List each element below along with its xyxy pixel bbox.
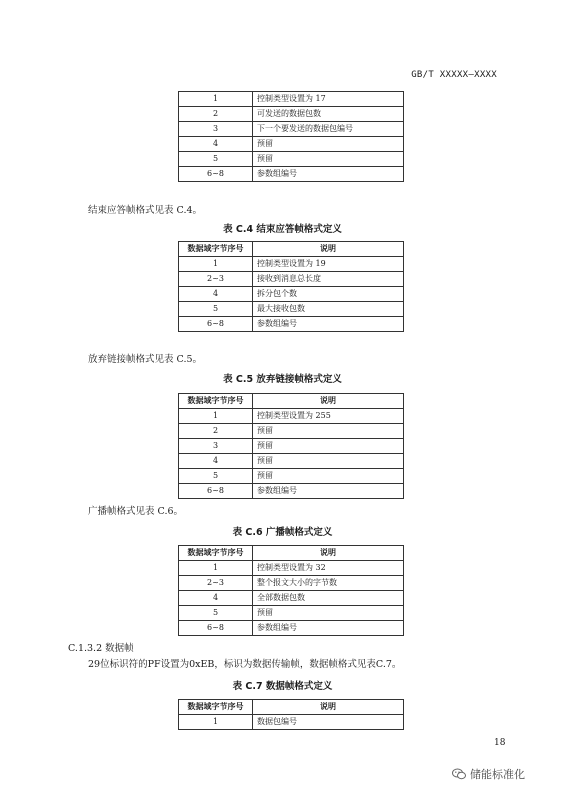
byte-index-cell: 1 <box>179 715 253 730</box>
description-cell: 下一个要发送的数据包编号 <box>253 122 404 137</box>
byte-index-cell: 5 <box>179 606 253 621</box>
description-cell: 预留 <box>253 454 404 469</box>
byte-index-cell: 4 <box>179 454 253 469</box>
column-header-description: 说明 <box>253 700 404 715</box>
table-row <box>179 152 404 167</box>
byte-index-cell: 2 <box>179 424 253 439</box>
description-cell: 参数组编号 <box>253 167 404 182</box>
document-number-header: GB/T XXXXX—XXXX <box>411 70 497 80</box>
column-header-description: 说明 <box>253 242 404 257</box>
page-number: 18 <box>494 738 506 748</box>
description-cell: 控制类型设置为 19 <box>253 257 404 272</box>
byte-index-cell: 5 <box>179 469 253 484</box>
column-header-byte-index: 数据域字节序号 <box>179 546 253 561</box>
description-cell: 全部数据包数 <box>253 591 404 606</box>
table-row <box>179 167 404 182</box>
description-cell: 预留 <box>253 606 404 621</box>
table-row <box>179 287 404 302</box>
table-row <box>179 302 404 317</box>
column-header-description: 说明 <box>253 394 404 409</box>
byte-index-cell: 5 <box>179 152 253 167</box>
byte-index-cell: 6~8 <box>179 484 253 499</box>
description-cell: 参数组编号 <box>253 484 404 499</box>
paragraph-c6-ref: 广播帧格式见表 C.6。 <box>88 506 184 517</box>
description-cell: 预留 <box>253 469 404 484</box>
watermark <box>452 766 525 782</box>
description-cell: 控制类型设置为 255 <box>253 409 404 424</box>
table-row <box>179 591 404 606</box>
table-c5 <box>178 393 404 499</box>
table-row <box>179 257 404 272</box>
table-row <box>179 621 404 636</box>
byte-index-cell: 2~3 <box>179 576 253 591</box>
description-cell: 接收到消息总长度 <box>253 272 404 287</box>
column-header-byte-index: 数据域字节序号 <box>179 394 253 409</box>
byte-index-cell: 3 <box>179 122 253 137</box>
table-row <box>179 439 404 454</box>
byte-index-cell: 1 <box>179 561 253 576</box>
byte-index-cell: 4 <box>179 287 253 302</box>
section-heading-data-frame: C.1.3.2 数据帧 <box>68 643 134 654</box>
table-c4 <box>178 241 404 332</box>
table-c3-continued <box>178 91 404 182</box>
table-c4-caption: 表 C.4 结束应答帧格式定义 <box>223 224 342 235</box>
description-cell: 控制类型设置为 17 <box>253 92 404 107</box>
byte-index-cell: 6~8 <box>179 317 253 332</box>
table-c6-caption: 表 C.6 广播帧格式定义 <box>232 527 333 538</box>
table-row <box>179 561 404 576</box>
byte-index-cell: 5 <box>179 302 253 317</box>
byte-index-cell: 4 <box>179 591 253 606</box>
table-c7 <box>178 699 404 730</box>
table-row <box>179 107 404 122</box>
table-row <box>179 715 404 730</box>
paragraph-c5-ref: 放弃链接帧格式见表 C.5。 <box>88 354 203 365</box>
byte-index-cell: 6~8 <box>179 167 253 182</box>
description-cell: 预留 <box>253 137 404 152</box>
table-row <box>179 484 404 499</box>
table-row <box>179 454 404 469</box>
table-row <box>179 469 404 484</box>
table-row <box>179 576 404 591</box>
description-cell: 拆分包个数 <box>253 287 404 302</box>
watermark-text: 储能标准化 <box>470 768 525 781</box>
table-c5-caption: 表 C.5 放弃链接帧格式定义 <box>223 374 342 385</box>
byte-index-cell: 1 <box>179 409 253 424</box>
table-row <box>179 122 404 137</box>
description-cell: 参数组编号 <box>253 621 404 636</box>
description-cell: 预留 <box>253 152 404 167</box>
table-c6 <box>178 545 404 636</box>
byte-index-cell: 6~8 <box>179 621 253 636</box>
description-cell: 可发送的数据包数 <box>253 107 404 122</box>
byte-index-cell: 2~3 <box>179 272 253 287</box>
table-row <box>179 92 404 107</box>
byte-index-cell: 4 <box>179 137 253 152</box>
description-cell: 预留 <box>253 424 404 439</box>
description-cell: 预留 <box>253 439 404 454</box>
table-row <box>179 137 404 152</box>
byte-index-cell: 1 <box>179 92 253 107</box>
column-header-description: 说明 <box>253 546 404 561</box>
description-cell: 最大接收包数 <box>253 302 404 317</box>
description-cell: 控制类型设置为 32 <box>253 561 404 576</box>
description-cell: 整个报文大小的字节数 <box>253 576 404 591</box>
description-cell: 参数组编号 <box>253 317 404 332</box>
column-header-byte-index: 数据域字节序号 <box>179 700 253 715</box>
table-row <box>179 606 404 621</box>
byte-index-cell: 1 <box>179 257 253 272</box>
column-header-byte-index: 数据域字节序号 <box>179 242 253 257</box>
description-cell: 数据包编号 <box>253 715 404 730</box>
paragraph-c7-ref: 29位标识符的PF设置为0xEB，标识为数据传输帧，数据帧格式见表C.7。 <box>88 659 402 670</box>
table-row <box>179 317 404 332</box>
table-row <box>179 409 404 424</box>
table-c7-caption: 表 C.7 数据帧格式定义 <box>232 681 333 692</box>
table-row <box>179 424 404 439</box>
table-row <box>179 272 404 287</box>
byte-index-cell: 2 <box>179 107 253 122</box>
wechat-icon <box>452 768 466 780</box>
byte-index-cell: 3 <box>179 439 253 454</box>
paragraph-c4-ref: 结束应答帧格式见表 C.4。 <box>88 205 203 216</box>
